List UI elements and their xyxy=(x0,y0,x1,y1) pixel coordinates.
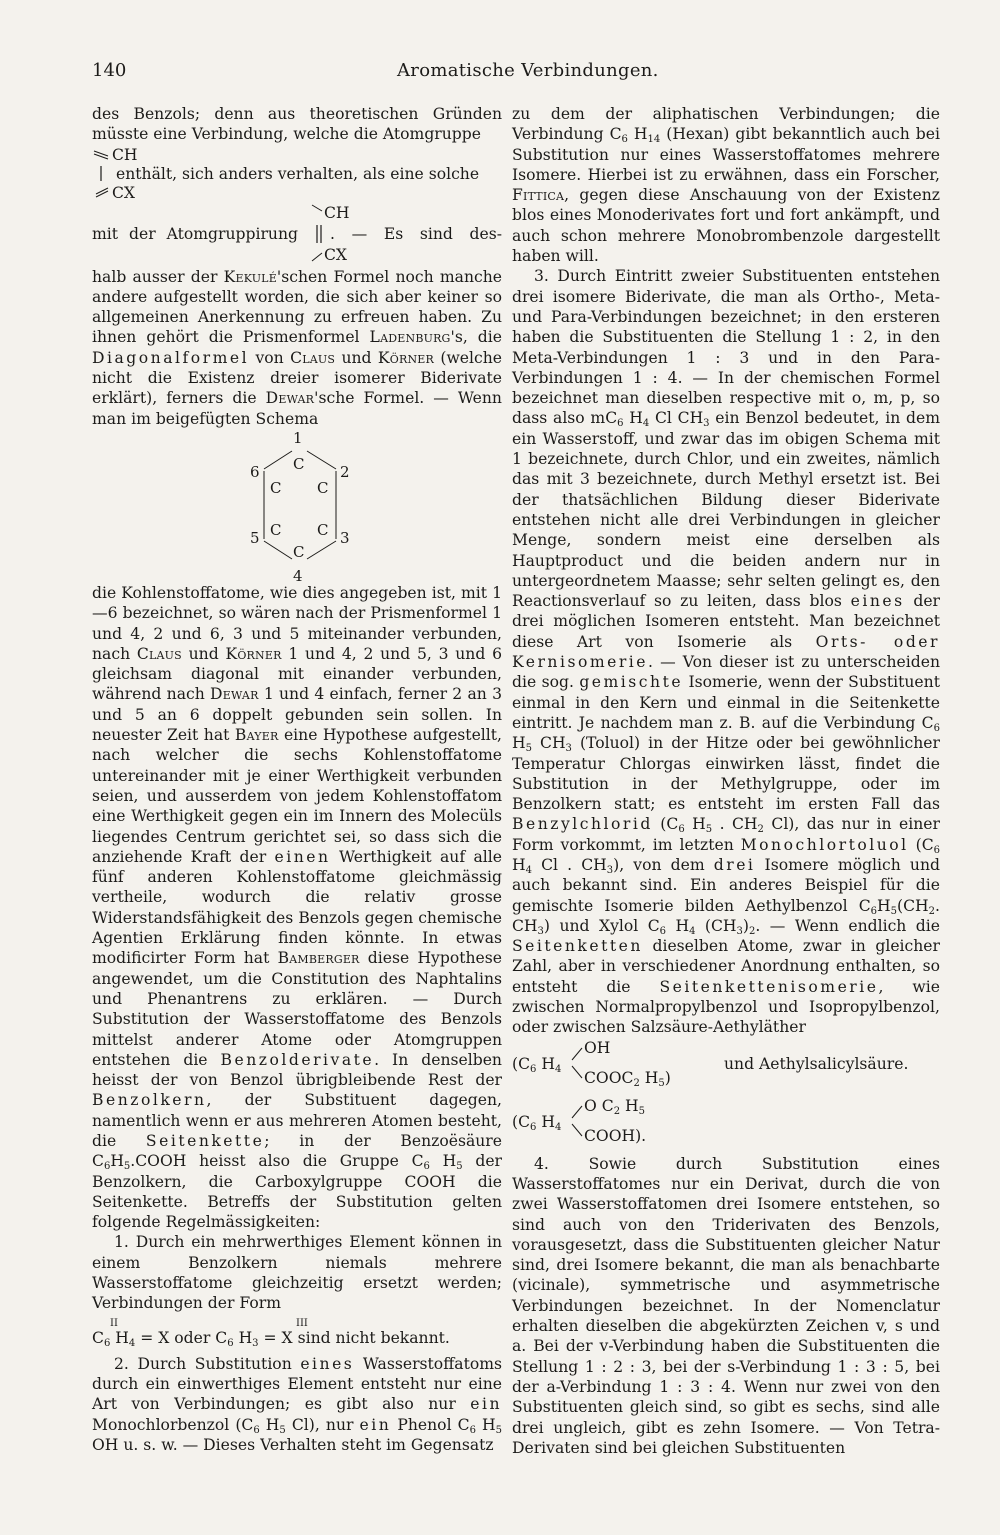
paragraph: 4. Sowie durch Substitution eines Wasserstoffatomes nur ein Derivat, durch die von zwei Wasserstoffatomen drei Isomere entstehen, so sind auch von den Triderivaten des Benzols, vorausgesetzt, dass die Substituenten gleicher Natur sind, drei Isomere bekannt, die man als benachbarte (vicinale), symmetrische und asymmetrische Verbindungen bezeichnet. In der Nomenclatur erhalten dieselben die abgekürzten Zeichen v, s und a. Bei der v-Verbindung haben die Substituenten die Stellung 1 : 2 : 3, bei der s-Verbindung 1 : 3 : 5, bei der a-Verbindung 1 : 3 : 4. Wenn nur zwei von den Substituenten gleich sind, so gibt es sechs, sind alle drei ungleich, gibt es zehn Isomere. — Von Tetra-Derivaten sind bei gleichen Substituenten xyxy=(512,1154,940,1457)
author-dewar: Dewar xyxy=(265,389,315,408)
right-column xyxy=(512,104,940,1458)
formula-main: ($C_6$ $H_4$ xyxy=(512,1112,562,1133)
subscript: 5 xyxy=(495,1424,503,1436)
term-benzolderivate: Benzolderivate xyxy=(220,1050,375,1069)
text-run: H xyxy=(259,1415,280,1434)
valence-formula xyxy=(92,1314,502,1354)
paragraph: 1. Durch ein mehrwerthiges Element können in einem Benzolkern niemals mehrere Wasserstoffatome gleichzeitig ersetzt werden; Verbindungen der Form xyxy=(92,1233,502,1313)
subscript: 6 xyxy=(621,134,628,146)
text-run: 1 und 4, 2 und 5, 3 und 6 gleichsam diagonal mit einander verbunden, während nach xyxy=(92,644,503,704)
author-dewar: Dewar xyxy=(210,685,259,704)
text-run: Phenol C xyxy=(391,1415,470,1434)
text-run: H xyxy=(627,125,648,144)
emphasis-einen: einen xyxy=(274,847,331,866)
carbon-3: C xyxy=(317,520,329,539)
text-run: 3. Durch Eintritt zweier Substituenten entstehen drei isomere Biderivate, die man als Ortho-, Meta- und Para-Verbindungen bezeichnet; in den ersteren haben die Substituenten die Stellung 1 : 2, in den Meta-Verbindungen 1 : 3 und in den Para-Verbindungen 1 : 4. — In der chemischen Formel bezeichnet man dieselben respective mit o, m, p, so dass also mC xyxy=(512,267,940,428)
term-benzolkern: Benzolkern xyxy=(92,1091,207,1110)
position-6: 6 xyxy=(250,462,260,481)
valence-ii: II xyxy=(110,1317,118,1329)
cx-label: CX xyxy=(324,245,348,264)
paragraph: 3. Durch Eintritt zweier Substituenten entstehen drei isomere Biderivate, die man als Ortho-, Meta- und Para-Verbindungen bezeichnet; in den ersteren haben die Substituenten die Stellung 1 : 2, in den Meta-Verbindungen 1 : 3 und in den Para-Verbindungen 1 : 4. — In der chemischen Formel bezeichnet man dieselben respective mit o, m, p, so dass also $mC_6$ $H_4$ Cl $CH_3$ ein Benzol bedeutet, in dem ein Wasserstoff, und zwar das im obigen Schema mit 1 bezeichnete, durch Chlor, und ein zweites, nämlich das mit 3 bezeichnete, durch Methyl ersetzt ist. Bei der thatsächlichen Bildung dieser Biderivate entstehen nicht alle drei Verbindungen in gleicher Menge, sondern meist eine derselben als Hauptproduct und die beiden andern nur in untergeordnetem Maasse; sehr selten gelingt es, den Reactionsverlauf so zu leiten, dass blos eines der drei möglichen Isomeren entsteht. Man bezeichnet diese Art von Isomerie als Orts- oder Kernisomerie. — Von dieser ist zu unterscheiden die sog. gemischte Isomerie, wenn der Substituent einmal in den Kern und einmal in die Seitenkette eintritt. Je nachdem man z. B. auf die Verbindung $C_6$ $H_5$ $CH_3$ (Toluol) in der Hitze oder bei gewöhnlicher Temperatur Chlorgas einwirken lässt, findet die Substitution in der Methylgruppe, oder im Benzolkern statt; es entsteht im ersten Fall das Benzylchlorid ($C_6$ $H_5$ . $CH_2$ Cl), das nur in einer Form vorkommt, im letzten Monochlortoluol ($C_6$ $H_4$ Cl . $CH_3$), von dem drei Isomere möglich und auch bekannt sind. Ein anderes Beispiel für die gemischte Isomerie bilden Aethylbenzol $C_6H_5(CH_2$. $CH_3$) und Xylol $C_6$ $H_4$ $(CH_3)_2$. — Wenn endlich die Seitenketten dieselben Atome, zwar in gleicher Zahl, aber in verschiedener Anordnung enthalten, so entsteht die Seitenkettenisomerie, wie zwischen Normalpropylbenzol und Isopropylbenzol, oder zwischen Salzsäure-Aethyläther xyxy=(512,267,941,1037)
author-claus: Claus xyxy=(136,644,182,663)
text-run: (Hexan) gibt bekanntlich auch bei Substitution nur eines Wasserstoffatomes mehrere Isomere. Hierbei ist zu erwähnen, dass ein Forscher, xyxy=(512,125,940,184)
text-run: H xyxy=(110,1152,124,1171)
emphasis-ein: ein xyxy=(359,1415,392,1434)
running-title: Aromatische Verbindungen. xyxy=(397,60,659,81)
text-run: zu dem der aliphatischen Verbindungen; die Verbindung C xyxy=(512,105,940,144)
text-run: und xyxy=(181,644,226,663)
benzene-ring-diagram xyxy=(92,431,502,581)
subscript: 5 xyxy=(123,1161,131,1173)
text-run: der Benzolkern, die Carboxylgruppe COOH die Seitenkette. Betreffs der Substitution gelten folgende Regelmässigkeiten: xyxy=(92,1152,503,1232)
text-run: Monochlorbenzol (C xyxy=(92,1415,254,1434)
text-run: und xyxy=(335,348,378,367)
bond-5-4 xyxy=(264,541,292,559)
term-kernisomerie: Orts- oder Kernisomerie xyxy=(512,632,940,672)
paragraph xyxy=(92,583,502,1233)
left-column xyxy=(92,104,502,1455)
bond-3-4 xyxy=(307,541,336,559)
carbon-2: C xyxy=(317,478,329,497)
structure-text: enthält, sich anders verhalten, als eine solche xyxy=(116,164,480,183)
author-bamberger: Bamberger xyxy=(277,949,360,968)
author-korner: Körner xyxy=(225,644,282,663)
formula-cooh: COOH). xyxy=(584,1126,647,1145)
text-run: 2. Durch Substitution xyxy=(114,1354,301,1373)
subscript: 5 xyxy=(279,1424,286,1436)
text-run: 1 und 4 einfach, ferner 2 an 3 und 5 an 6 doppelt gebunden sein sollen. In neuester Zeit hat xyxy=(92,685,502,745)
position-1: 1 xyxy=(293,430,303,447)
text-run: 'sche Formel. — Wenn man im beigefügten Schema xyxy=(92,389,502,428)
formula-oc2h5: O $C_2$ $H_5$ xyxy=(584,1096,645,1117)
paragraph xyxy=(512,104,940,266)
text-run: .COOH heisst also die Gruppe C xyxy=(130,1152,424,1171)
text-run: H xyxy=(429,1152,457,1171)
term-seitenketten: Seitenketten xyxy=(512,937,643,956)
cx-label: CX xyxy=(112,183,136,202)
ch-label: CH xyxy=(112,145,138,164)
subscript: 6 xyxy=(423,1161,430,1173)
valence-iii: III xyxy=(296,1317,308,1329)
text-run: Werthigkeit auf alle fünf anderen Kohlenstoffatome gleichmässig vertheile, wodurch die relativ grosse Widerstandsfähigkeit des Benzols gegen chemische Agentien Erklärung finden könnte. In etwas modificirter Form hat xyxy=(92,847,502,968)
subscript: 6 xyxy=(103,1161,111,1173)
author-ladenburg: Ladenburg xyxy=(369,328,451,347)
atom-group-structure-1 xyxy=(92,145,502,203)
author-fittica: Fittica xyxy=(512,186,565,205)
text-run: 'schen Formel noch manche andere aufgestellt worden, die sich aber keiner so allgemeinen Anerkennung zu erfreuen haben. Zu ihnen gehört die Prismenformel xyxy=(92,267,503,347)
atom-group-structure-2 xyxy=(92,203,502,267)
author-bayer: Bayer xyxy=(234,726,279,745)
benzene-schema xyxy=(92,431,502,581)
carbon-4: C xyxy=(293,542,305,561)
formula-name: und Aethylsalicylsäure. xyxy=(724,1054,909,1073)
author-korner: Körner xyxy=(377,348,434,367)
emphasis-eines: eines xyxy=(300,1354,355,1373)
carbon-1: C xyxy=(293,454,305,473)
ch-label: CH xyxy=(324,203,350,222)
term-monochlortoluol: Monochlortoluol xyxy=(740,835,909,854)
term-benzylchlorid: Benzylchlorid xyxy=(512,815,653,834)
formula-oh: OH xyxy=(584,1038,611,1057)
text-run: eine Hypothese aufgestellt, nach welcher die sechs Kohlenstoffatome untereinander mit je einer Werthigkeit verbunden seien, und ausserdem von jedem Kohlenstoffatom eine Werthigkeit gegen ein im Innern des Molecüls liegendes Centrum gerichtet sei, so dass sich die anziehende Kraft der xyxy=(92,726,502,866)
paragraph: des Benzols; denn aus theoretischen Gründen müsste eine Verbindung, welche die Atomgruppe xyxy=(92,105,502,144)
position-4: 4 xyxy=(293,566,303,581)
text-run: OH u. s. w. — Dieses Verhalten steht im Gegensatz xyxy=(92,1435,494,1454)
formula-salzsaeure-aethylaether xyxy=(512,1038,940,1096)
position-5: 5 xyxy=(250,528,260,547)
text-run: Wasserstoffatoms durch ein einwerthiges Element entsteht nur eine Art von Verbindungen; es gibt also nur xyxy=(92,1354,503,1414)
emphasis-eines: eines xyxy=(850,592,905,611)
formula-cooc: $COOC_2$ $H_5$) xyxy=(584,1068,671,1089)
text-run: ; in der Benzoësäure C xyxy=(92,1131,502,1171)
subscript: 6 xyxy=(253,1424,260,1436)
text-run: halb ausser der xyxy=(92,267,224,286)
formula-line: $C_6$ $H_4 = X$ oder $C_6$ $H_3 = X$ sind nicht bekannt. xyxy=(92,1328,450,1349)
author-claus: Claus xyxy=(290,348,336,367)
page-number: 140 xyxy=(92,60,127,81)
position-3: 3 xyxy=(340,528,350,547)
subscript: 5 xyxy=(456,1161,463,1173)
author-kekule: Kekulé xyxy=(223,267,277,286)
text-run: (welche nicht die Existenz dreier isomerer Biderivate erklärt), ferners die xyxy=(92,348,503,408)
text-run: Cl), nur xyxy=(285,1415,360,1434)
subscript: 6 xyxy=(469,1424,476,1436)
text-run: von xyxy=(249,348,291,367)
term-seitenkette: Seitenkette xyxy=(145,1131,265,1150)
carbon-6: C xyxy=(270,478,282,497)
text-run: , gegen diese Anschauung von der Existenz blos eines Monoderivates fort und fort ankämpft, und auch schon mehrere Monobrombenzole dargestellt haben will. xyxy=(512,186,940,266)
bond-6-1 xyxy=(264,451,292,469)
formula-aethylsalicylsaeure xyxy=(512,1096,940,1154)
text-run: . In denselben heisst der von Benzol übrigbleibende Rest der xyxy=(92,1050,502,1090)
text-run: , der Substituent dagegen, namentlich wenn er aus mehreren Atomen besteht, die xyxy=(92,1091,502,1150)
emphasis-drei: drei xyxy=(713,855,756,874)
bond-1-2 xyxy=(307,451,336,469)
text-run: 's, die xyxy=(450,328,502,347)
term-seitenkettenisomerie: Seitenkettenisomerie xyxy=(659,977,879,996)
formula-main: ($C_6$ $H_4$ xyxy=(512,1054,562,1075)
text-run: die Kohlenstoffatome, wie dies angegeben ist, mit 1—6 bezeichnet, so wären nach der Prismenformel 1 und 4, 2 und 6, 3 und 5 miteinander verbunden, nach xyxy=(92,583,502,663)
term-gemischte: gemischte xyxy=(579,673,684,692)
term-diagonalformel: Diagonalformel xyxy=(92,348,250,367)
position-2: 2 xyxy=(340,462,350,481)
subscript: 14 xyxy=(647,134,661,146)
emphasis-ein: ein xyxy=(470,1395,502,1414)
text-run: diese Hypothese angewendet, um die Constitution des Naphtalins und Phenantrens zu erklären. — Durch Substitution der Wasserstoffatome des Benzols mittelst anderer Atome oder Atomgruppen entstehen die xyxy=(92,949,502,1069)
paragraph xyxy=(92,267,502,429)
paragraph xyxy=(92,1354,502,1455)
structure-lead: mit der Atomgruppirung xyxy=(92,224,299,243)
structure-tail: . — Es sind des- xyxy=(330,224,502,243)
carbon-5: C xyxy=(270,520,282,539)
text-run: H xyxy=(475,1415,496,1434)
